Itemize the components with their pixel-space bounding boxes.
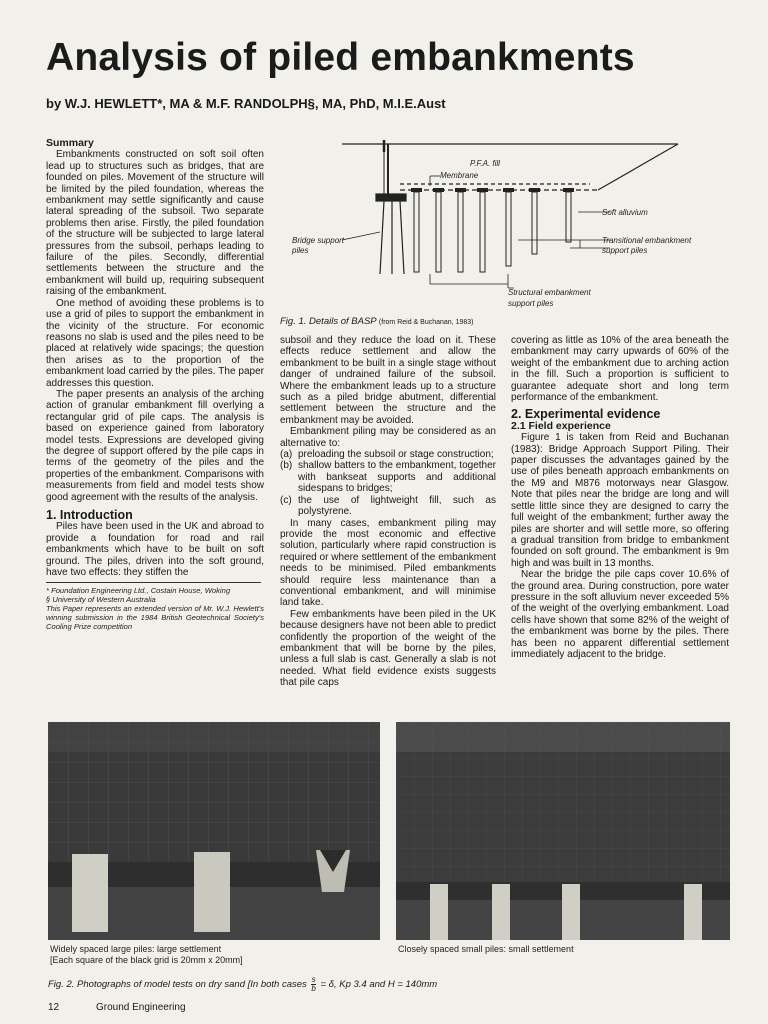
body-paragraph: Figure 1 is taken from Reid and Buchanan (1983): Bridge Approach Support Piling. Their paper discusses the advantages gained by the use of piles beneath approach embankments on the M9 and M876 motorways near Glasgow. Note that piles near the bridge are long and will settle little since they are designed to carry the full weight of the embankment; further away the piles are shorter and will settle more, so offering a gradual transition from bridge to embankment founded on soft ground. The embankment is 9m high and was built in 13 months. [511, 432, 729, 569]
article-title: Analysis of piled embankments [46, 36, 635, 79]
body-paragraph: Embankment piling may be considered as an alternative to: [280, 426, 496, 449]
list-item: (b) shallow batters to the embankment, together with bankseat supports and additional sidespans to bridges; [280, 460, 496, 495]
photo-widely-spaced-piles [48, 722, 380, 940]
figure-1-caption [280, 316, 473, 327]
summary-heading: Summary [46, 137, 94, 149]
byline: by W.J. HEWLETT*, MA & M.F. RANDOLPH§, MA, PhD, M.I.E.Aust [46, 96, 446, 111]
subsection-heading-field: 2.1 Field experience [511, 419, 611, 432]
figure-1-diagram [280, 132, 730, 316]
abutment-footing [376, 194, 406, 201]
footnote-affiliation-2: § University of Western Australia [46, 595, 156, 605]
transitional-pile [566, 192, 571, 242]
photo-caption-left [50, 944, 380, 966]
label-bridge-support-piles: piles [292, 246, 309, 255]
list-item: (c) the use of lightweight fill, such as polystyrene. [280, 494, 496, 518]
alternatives-list [280, 449, 496, 517]
summary-paragraph: The paper presents an analysis of the arching action of granular embankment fill overlying a rectangular grid of pile caps. The analysis is based on experience gained from laboratory model tests. Expressions are developed giving the degree of support offered by the pile caps in terms of the geometry of the piles and the properties of the embankment. Comparisons with measurements from field and model tests show good agreement with the results of the analysis. [46, 388, 264, 503]
section-heading-introduction: 1. Introduction [46, 508, 133, 522]
journal-name: Ground Engineering [96, 1002, 186, 1013]
label-structural-piles: support piles [508, 299, 554, 308]
body-paragraph: Few embankments have been piled in the UK because designers have not been able to predict confidently the proportion of the weight of the embankment that will be borne by the piles, unless a full slab is cast. Generally a slab is not needed. What field evidence exists suggests that pile caps [280, 608, 496, 689]
structural-pile [414, 192, 419, 272]
body-paragraph: Near the bridge the pile caps cover 10.6% of the ground area. During construction, pore water pressure in the soft alluvium never exceeded 5% of the weight of the overlying embankment. Load cells have shown that some 82% of the weight of the embankment was borne by the piles. There has been no apparent differential settlement immediately adjacent to the bridge. [511, 569, 729, 660]
structural-pile [436, 192, 441, 272]
label-transitional: Transitional embankment [602, 236, 692, 245]
body-paragraph: subsoil and they reduce the load on it. These effects reduce settlement and allow the embankment to be built in a single stage without danger of undrained failure of the subsoil. Where the embankment leads up to a structure such as a piled bridge abutment, differential settlement between the structure and the embankment may be avoided. [280, 335, 496, 426]
summary-paragraph: One method of avoiding these problems is to use a grid of piles to support the embankment in the vicinity of the structure. For economic reasons no slab is used and the piles need to be placed at relatively wide spacings; the question then arises as to the proportion of the embankment load carried by the piles. The paper addresses this question. [46, 297, 264, 389]
label-bridge-support: Bridge support [292, 236, 345, 245]
label-transitional-piles: support piles [602, 246, 648, 255]
footnote-note: This Paper represents an extended version of Mr. W.J. Hewlett's winning submission in the 1984 British Geotechnical Society's Cooling Prize competition [46, 604, 264, 632]
photo-widely-spaced-image [48, 722, 380, 940]
column-3 [511, 335, 729, 660]
photo-closely-spaced-piles [396, 722, 730, 940]
figure-1-source: (from Reid & Buchanan, 1983) [378, 319, 474, 326]
embankment-slope-line [598, 144, 678, 190]
label-structural: Structural embankment [508, 288, 591, 297]
structural-pile [480, 192, 485, 272]
summary-paragraph: Embankments constructed on soft soil often lead up to structures such as bridges, that are founded on piles. Movement of the structure will be limited by the piled foundation, whereas the embankment may settle significantly and cause lateral spreading of the subsoil. Two separate problems then arise. Firstly, the piled foundation of the structure will be subjected to large lateral pressures from the subsoil, perhaps leading to failure of the piles. Secondly, differential settlements between the structure and the embankment will build up, requiring subsequent raising of the embankment. [46, 149, 264, 298]
intro-paragraph: Piles have been used in the UK and abroad to provide a foundation for road and rail embankments which have to be built on soft ground. The piles, driven into the soft ground, have two effects: they stiffen the [46, 521, 264, 579]
photo-caption-left-line-1: Widely spaced large piles: large settlement [50, 944, 222, 954]
transitional-piles [532, 192, 571, 254]
photo-caption-left-line-2: [Each square of the black grid is 20mm x 20mm] [50, 955, 243, 965]
list-item: (a) preloading the subsoil or stage construction; [280, 449, 494, 461]
photo-closely-spaced-image [396, 722, 730, 940]
label-pfa-fill: P.F.A. fill [470, 159, 500, 168]
bridge-pile [380, 201, 384, 274]
footnote-affiliation-1: * Foundation Engineering Ltd., Costain House, Woking [46, 586, 231, 596]
page-number: 12 [48, 1002, 60, 1013]
column-2 [280, 335, 496, 689]
structural-piles [414, 192, 511, 272]
column-1 [46, 138, 264, 631]
section-heading-experimental: 2. Experimental evidence [511, 407, 661, 422]
footnote-rule [46, 582, 261, 583]
body-paragraph: covering as little as 10% of the area beneath the embankment may carry upwards of 60% of the weight of the embankment due to arching action in the fill. Such a proportion is sufficient to guarantee adequate short and long term performance of the embankment. [511, 335, 729, 404]
photo-caption-right: Closely spaced small piles: small settlement [398, 944, 574, 954]
label-soft-alluvium: Soft alluvium [602, 208, 648, 217]
figure-1-caption-text: Fig. 1. Details of BASP [280, 316, 377, 327]
body-paragraph: In many cases, embankment piling may provide the most economic and effective solution, particularly where rapid construction is required or where settlement of the embankment needs to be minimised. Piled embankments should require less maintenance than a conventional embankment, and will minimise land take. [280, 517, 496, 609]
transitional-pile [532, 192, 537, 254]
figure-2-caption: Fig. 2. Photographs of model tests on dry sand [In both cases $\frac{s}{b}$ = δ, Kp 3.4 and H = 140mm [48, 975, 438, 993]
label-membrane: Membrane [440, 171, 479, 180]
structural-pile [506, 192, 511, 266]
bridge-pile [400, 201, 404, 274]
caption-fraction: $\frac{s}{b}$ [311, 975, 316, 993]
structural-pile [458, 192, 463, 272]
